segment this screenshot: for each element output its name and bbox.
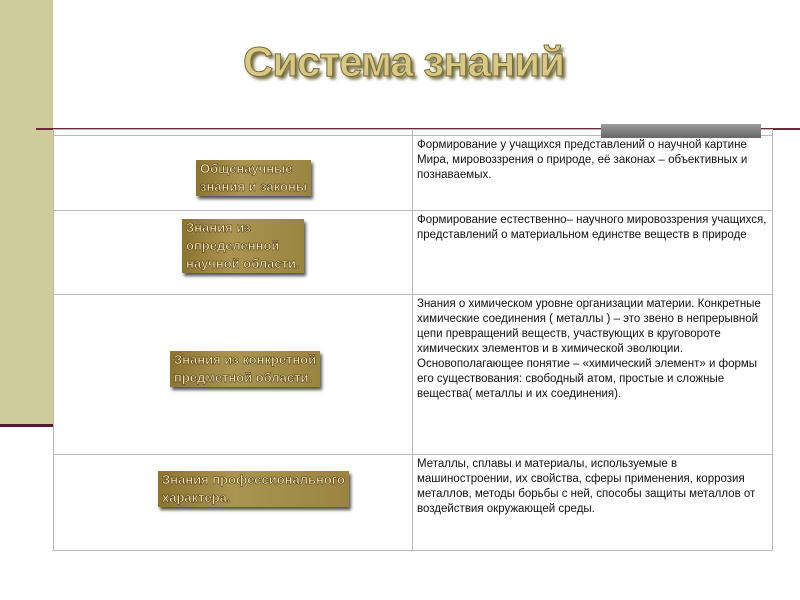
- row-label-line: Знания профессионального: [162, 472, 345, 487]
- table-row: [54, 136, 773, 211]
- slide-title: Система знаний: [243, 38, 565, 85]
- table-row: [54, 295, 773, 455]
- row-label-line: научной области.: [186, 256, 300, 271]
- row-label-badge: [170, 351, 320, 387]
- row-label-badge: [158, 471, 349, 507]
- row-label-badge: [182, 219, 304, 273]
- row-label-line: Знания из конкретной: [174, 352, 317, 367]
- table-row: [54, 455, 773, 551]
- row-text-cell: Формирование у учащихся представлений о научной картине Мира, мировоззрения о природе, её законах – объективных и познаваемых.: [413, 136, 773, 211]
- row-text-cell: Металлы, сплавы и материалы, используемые в машиностроении, их свойства, сферы применения, коррозия металлов, методы борьбы с ней, способы защиты металлов от воздействия окружающей среды.: [413, 455, 773, 551]
- left-decor-rule: [0, 424, 53, 427]
- gray-decor-bar: [601, 124, 761, 138]
- row-text-cell: Знания о химическом уровне организации материи. Конкретные химические соединения ( металлы ) – это звено в непрерывной цепи превращений веществ, участвующих в круговороте химических элементов и в химической эволюции. Основополагающее понятие – «химический элемент» и формы его существования: свободный атом, простые и сложные вещества( металлы и их соединения).: [413, 295, 773, 455]
- row-label-line: характера.: [162, 490, 231, 505]
- row-label-cell: [54, 136, 413, 211]
- row-label-cell: [54, 211, 413, 295]
- row-label-line: предметной области.: [174, 370, 313, 385]
- row-label-line: определенной: [186, 238, 280, 253]
- knowledge-table: [53, 129, 773, 551]
- row-label-line: Знания из: [186, 220, 251, 235]
- table-row: [54, 211, 773, 295]
- row-label-badge: [196, 160, 311, 196]
- row-label-line: знания и законы: [200, 179, 307, 194]
- row-label-cell: [54, 455, 413, 551]
- row-label-line: Общенаучные: [200, 161, 293, 176]
- row-label-cell: [54, 295, 413, 455]
- left-decor-band: [0, 0, 53, 426]
- row-text-cell: Формирование естественно– научного мировоззрения учащихся, представлений о материальном единстве веществ в природе: [413, 211, 773, 295]
